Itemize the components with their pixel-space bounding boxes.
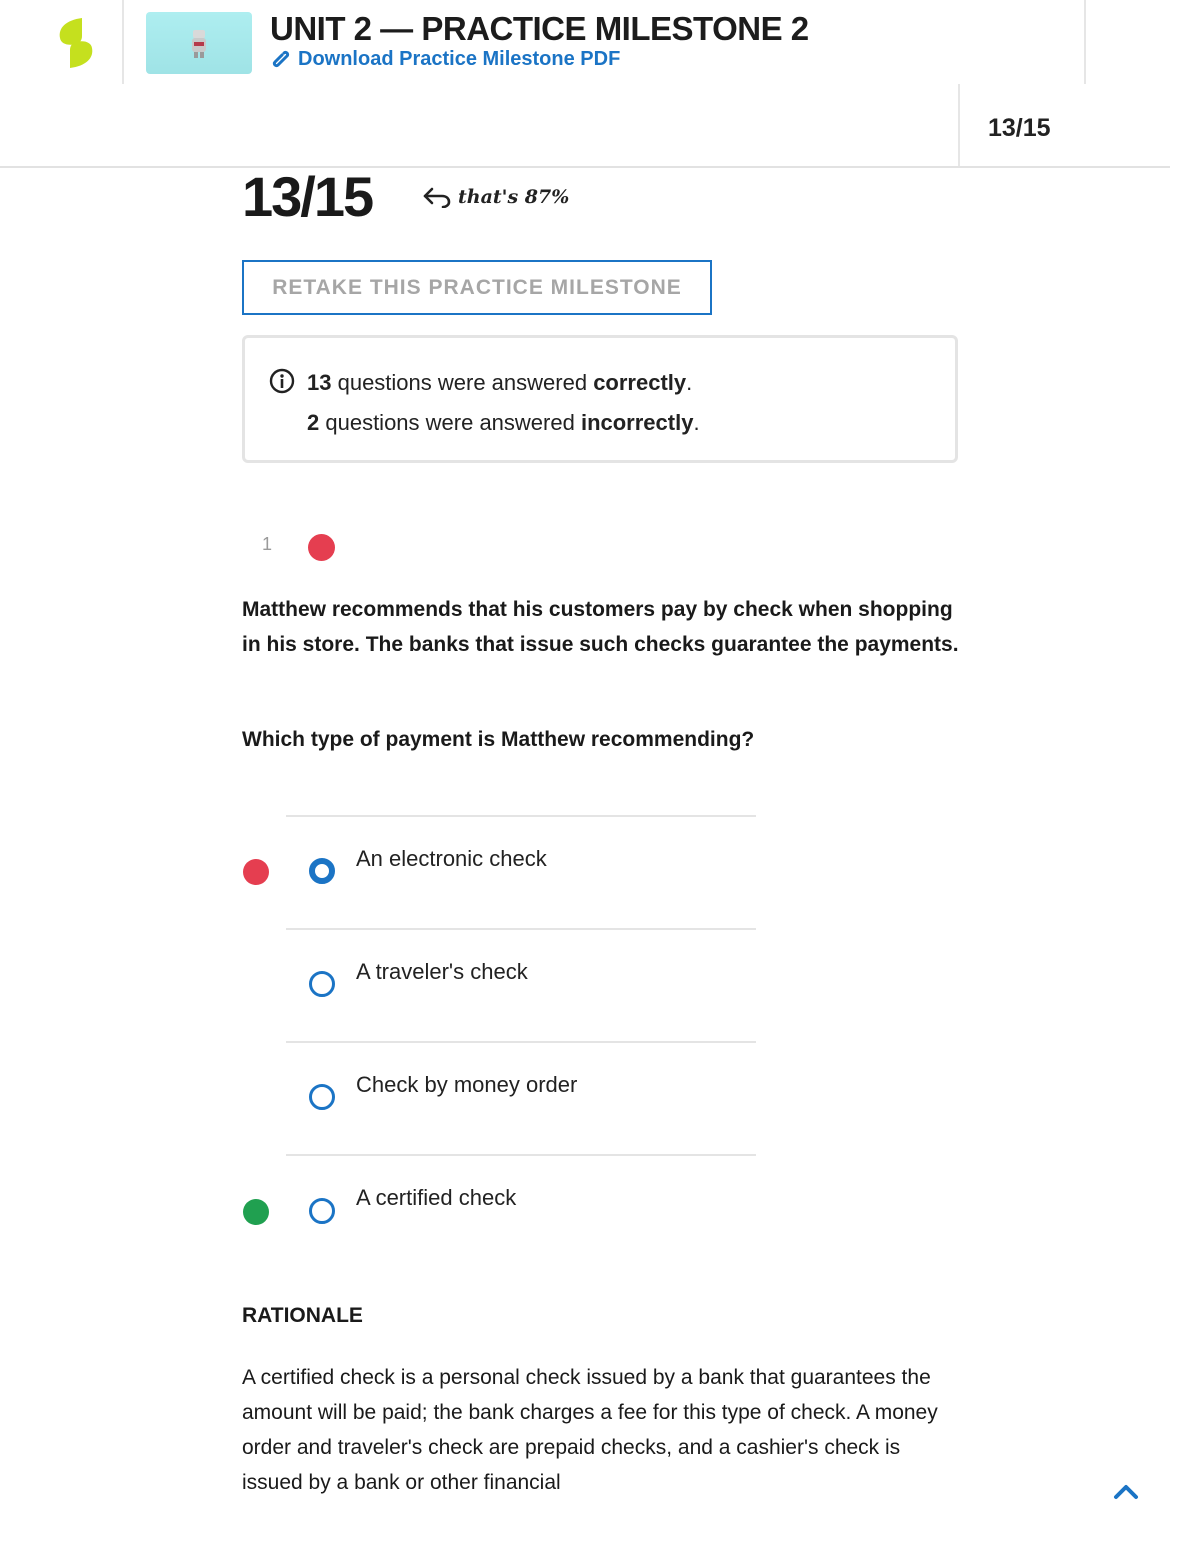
score-percent-label: that's 87% <box>458 186 570 208</box>
correct-summary-line <box>307 370 692 396</box>
header-divider-right <box>1084 0 1086 84</box>
top-header <box>0 0 1200 84</box>
reply-arrow-icon <box>422 186 452 208</box>
option-3-radio[interactable] <box>309 1084 335 1110</box>
info-circle-icon <box>269 368 295 394</box>
download-pdf-label: Download Practice Milestone PDF <box>298 48 621 70</box>
option-3-label[interactable]: Check by money order <box>356 1072 578 1097</box>
question-status-incorrect-dot <box>308 534 335 561</box>
header-divider <box>122 0 124 84</box>
option-2-label[interactable]: A traveler's check <box>356 959 528 984</box>
question-prompt: Which type of payment is Matthew recommending? <box>242 728 755 751</box>
option-divider <box>286 1041 756 1043</box>
correct-prefix: questions were answered <box>331 370 594 395</box>
score-bar-divider <box>958 84 960 166</box>
option-4-radio[interactable] <box>309 1198 335 1224</box>
score-bar-border <box>0 166 1170 168</box>
incorrect-count: 2 <box>307 410 320 435</box>
option-4-correct-marker <box>243 1199 269 1225</box>
rationale-heading: RATIONALE <box>242 1304 363 1327</box>
download-pdf-link[interactable] <box>270 48 620 71</box>
correct-word: correctly <box>593 370 687 395</box>
correct-period: . <box>686 370 693 395</box>
question-number: 1 <box>262 534 273 554</box>
option-1-radio[interactable] <box>309 858 335 884</box>
retake-milestone-button[interactable]: RETAKE THIS PRACTICE MILESTONE <box>242 260 712 315</box>
option-2-radio[interactable] <box>309 971 335 997</box>
option-1-wrong-marker <box>243 859 269 885</box>
option-divider <box>286 928 756 930</box>
chevron-up-icon[interactable] <box>1112 1480 1140 1502</box>
question-text: Matthew recommends that his customers pay by check when shopping in his store. The banks that issue such checks guarantee the payments. <box>242 598 959 656</box>
incorrect-prefix: questions were answered <box>319 410 581 435</box>
option-divider <box>286 1154 756 1156</box>
course-thumbnail <box>146 12 252 74</box>
score-percent <box>422 186 569 208</box>
option-4-label[interactable]: A certified check <box>356 1185 517 1210</box>
results-summary-box <box>242 335 958 463</box>
incorrect-word: incorrectly <box>580 410 694 435</box>
rationale-text: A certified check is a personal check issued by a bank that guarantees the amount will be paid; the bank charges a fee for this type of check. A money order and traveler's check are prepaid checks, and a cashier's check is issued by a bank or other financial <box>242 1366 938 1494</box>
sophia-logo-icon[interactable] <box>52 16 100 70</box>
page-title: UNIT 2 — PRACTICE MILESTONE 2 <box>270 10 809 47</box>
option-1-label[interactable]: An electronic check <box>356 846 547 871</box>
score-summary-small: 13/15 <box>988 114 1051 142</box>
option-divider <box>286 815 756 817</box>
score-total: 13/15 <box>242 165 373 228</box>
paperclip-icon <box>270 50 290 70</box>
piggy-bank-icon <box>190 28 208 60</box>
incorrect-summary-line <box>307 410 700 436</box>
correct-count: 13 <box>307 370 332 395</box>
incorrect-period: . <box>693 410 700 435</box>
